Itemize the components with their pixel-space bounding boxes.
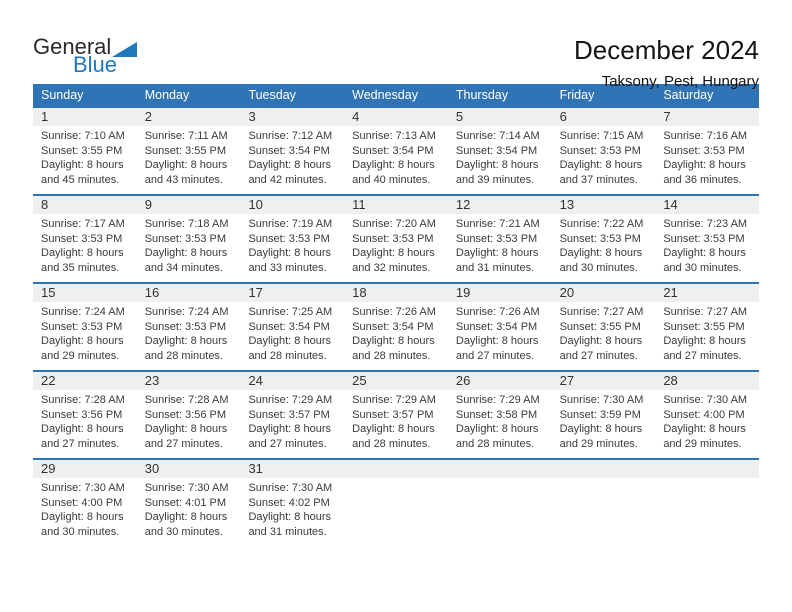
daylight-text: Daylight: 8 hours and 28 minutes.	[144, 335, 228, 362]
day-number: 27	[552, 372, 656, 390]
sunrise-text: Sunrise: 7:30 AM	[41, 482, 125, 494]
day-cell-empty	[344, 460, 448, 546]
weekday-header-monday: Monday	[144, 88, 190, 102]
day-number: 23	[137, 372, 241, 390]
general-blue-logo	[33, 36, 137, 76]
day-number: 21	[655, 284, 759, 302]
sunrise-text: Sunrise: 7:11 AM	[144, 130, 228, 142]
sunset-text: Sunset: 3:54 PM	[352, 144, 434, 157]
daylight-text: Daylight: 8 hours and 45 minutes.	[41, 159, 124, 186]
day-details	[655, 390, 759, 451]
day-details	[240, 478, 344, 539]
day-number: 3	[240, 108, 344, 126]
daylight-text: Daylight: 8 hours and 27 minutes.	[248, 423, 331, 450]
day-cell-15	[33, 284, 137, 370]
sunset-text: Sunset: 3:59 PM	[559, 408, 641, 421]
day-number: 26	[448, 372, 552, 390]
title-block	[574, 36, 759, 90]
day-cell-3	[240, 108, 344, 194]
day-number: 6	[552, 108, 656, 126]
sunset-text: Sunset: 3:55 PM	[559, 320, 641, 333]
day-details	[552, 214, 656, 275]
daylight-text: Daylight: 8 hours and 27 minutes.	[144, 423, 228, 450]
day-cell-13	[552, 196, 656, 282]
day-details	[137, 302, 241, 363]
day-cell-5	[448, 108, 552, 194]
day-details	[655, 126, 759, 187]
day-number: 2	[137, 108, 241, 126]
day-details	[552, 302, 656, 363]
day-cell-17	[240, 284, 344, 370]
sunrise-text: Sunrise: 7:30 AM	[559, 394, 644, 406]
sunrise-text: Sunrise: 7:27 AM	[663, 306, 748, 318]
sunset-text: Sunset: 3:53 PM	[41, 320, 123, 333]
sunset-text: Sunset: 3:56 PM	[144, 408, 227, 421]
day-details	[655, 302, 759, 363]
day-details	[655, 214, 759, 275]
day-cell-9	[137, 196, 241, 282]
sunset-text: Sunset: 3:53 PM	[455, 232, 538, 245]
day-number: 20	[552, 284, 656, 302]
sunset-text: Sunset: 3:54 PM	[248, 320, 330, 333]
sunset-text: Sunset: 4:01 PM	[144, 496, 227, 509]
day-details	[344, 126, 448, 187]
day-cell-10	[240, 196, 344, 282]
day-details	[240, 302, 344, 363]
day-number: 22	[33, 372, 137, 390]
day-number: 31	[240, 460, 344, 478]
sunset-text: Sunset: 3:53 PM	[352, 232, 434, 245]
daylight-text: Daylight: 8 hours and 42 minutes.	[248, 159, 331, 186]
day-cell-1	[33, 108, 137, 194]
daylight-text: Daylight: 8 hours and 36 minutes.	[663, 159, 746, 186]
week-row-5	[33, 458, 759, 546]
sunrise-text: Sunrise: 7:21 AM	[455, 218, 540, 230]
daylight-text: Daylight: 8 hours and 29 minutes.	[559, 423, 643, 450]
day-details	[448, 126, 552, 187]
sunset-text: Sunset: 4:00 PM	[41, 496, 123, 509]
day-details	[137, 390, 241, 451]
sunset-text: Sunset: 3:53 PM	[248, 232, 330, 245]
sunset-text: Sunset: 4:02 PM	[248, 496, 330, 509]
day-details	[240, 126, 344, 187]
day-cell-8	[33, 196, 137, 282]
week-row-2	[33, 194, 759, 282]
sunrise-text: Sunrise: 7:30 AM	[663, 394, 748, 406]
day-cell-21	[655, 284, 759, 370]
sunset-text: Sunset: 3:57 PM	[352, 408, 434, 421]
day-details	[33, 126, 137, 187]
day-number: 17	[240, 284, 344, 302]
daylight-text: Daylight: 8 hours and 31 minutes.	[248, 511, 331, 538]
sunset-text: Sunset: 3:55 PM	[144, 144, 227, 157]
day-number: 30	[137, 460, 241, 478]
day-details	[448, 390, 552, 451]
day-number: 16	[137, 284, 241, 302]
day-details	[344, 302, 448, 363]
sunrise-text: Sunrise: 7:27 AM	[559, 306, 644, 318]
day-cell-22	[33, 372, 137, 458]
daylight-text: Daylight: 8 hours and 27 minutes.	[663, 335, 746, 362]
day-number: 28	[655, 372, 759, 390]
sunrise-text: Sunrise: 7:20 AM	[352, 218, 436, 230]
sunrise-text: Sunrise: 7:29 AM	[455, 394, 540, 406]
sunset-text: Sunset: 3:54 PM	[352, 320, 434, 333]
sunset-text: Sunset: 3:55 PM	[663, 320, 745, 333]
day-number	[344, 460, 448, 478]
weekday-header-tuesday: Tuesday	[248, 88, 296, 102]
day-cell-19	[448, 284, 552, 370]
daylight-text: Daylight: 8 hours and 28 minutes.	[248, 335, 331, 362]
day-cell-empty	[552, 460, 656, 546]
day-number	[448, 460, 552, 478]
day-number: 25	[344, 372, 448, 390]
sunrise-text: Sunrise: 7:13 AM	[352, 130, 436, 142]
day-details	[448, 214, 552, 275]
sunset-text: Sunset: 3:53 PM	[41, 232, 123, 245]
day-number: 29	[33, 460, 137, 478]
day-cell-empty	[448, 460, 552, 546]
daylight-text: Daylight: 8 hours and 29 minutes.	[663, 423, 746, 450]
day-cell-11	[344, 196, 448, 282]
day-details	[137, 126, 241, 187]
daylight-text: Daylight: 8 hours and 31 minutes.	[455, 247, 539, 274]
sunrise-text: Sunrise: 7:26 AM	[455, 306, 540, 318]
sunset-text: Sunset: 3:57 PM	[248, 408, 330, 421]
sunrise-text: Sunrise: 7:30 AM	[248, 482, 333, 494]
sunset-text: Sunset: 3:54 PM	[455, 144, 538, 157]
sunrise-text: Sunrise: 7:28 AM	[41, 394, 125, 406]
sunset-text: Sunset: 3:53 PM	[663, 232, 745, 245]
day-details	[552, 126, 656, 187]
daylight-text: Daylight: 8 hours and 30 minutes.	[663, 247, 746, 274]
day-number: 1	[33, 108, 137, 126]
day-cell-7	[655, 108, 759, 194]
day-number: 13	[552, 196, 656, 214]
calendar-weeks	[33, 106, 759, 546]
day-details	[448, 302, 552, 363]
day-number: 8	[33, 196, 137, 214]
weekday-header-wednesday: Wednesday	[352, 88, 418, 102]
day-cell-6	[552, 108, 656, 194]
sunrise-text: Sunrise: 7:29 AM	[352, 394, 436, 406]
weekday-header-row	[33, 84, 759, 106]
day-cell-12	[448, 196, 552, 282]
daylight-text: Daylight: 8 hours and 28 minutes.	[352, 335, 435, 362]
daylight-text: Daylight: 8 hours and 27 minutes.	[455, 335, 539, 362]
day-cell-24	[240, 372, 344, 458]
logo-text-blue: Blue	[73, 52, 118, 77]
day-number	[655, 460, 759, 478]
logo-text-general: General	[33, 34, 112, 59]
sunrise-text: Sunrise: 7:14 AM	[455, 130, 540, 142]
day-cell-26	[448, 372, 552, 458]
daylight-text: Daylight: 8 hours and 40 minutes.	[352, 159, 435, 186]
day-number: 12	[448, 196, 552, 214]
sunrise-text: Sunrise: 7:18 AM	[144, 218, 229, 230]
daylight-text: Daylight: 8 hours and 27 minutes.	[41, 423, 124, 450]
daylight-text: Daylight: 8 hours and 30 minutes.	[559, 247, 643, 274]
day-details	[552, 390, 656, 451]
day-details	[240, 214, 344, 275]
daylight-text: Daylight: 8 hours and 29 minutes.	[41, 335, 124, 362]
day-cell-27	[552, 372, 656, 458]
day-cell-25	[344, 372, 448, 458]
sunrise-text: Sunrise: 7:16 AM	[663, 130, 748, 142]
day-cell-16	[137, 284, 241, 370]
day-details	[137, 214, 241, 275]
daylight-text: Daylight: 8 hours and 35 minutes.	[41, 247, 124, 274]
page-title: December 2024	[574, 35, 759, 65]
day-number: 19	[448, 284, 552, 302]
day-number: 9	[137, 196, 241, 214]
day-number: 10	[240, 196, 344, 214]
day-number: 15	[33, 284, 137, 302]
day-number: 4	[344, 108, 448, 126]
sunset-text: Sunset: 3:54 PM	[455, 320, 538, 333]
day-cell-23	[137, 372, 241, 458]
sunrise-text: Sunrise: 7:28 AM	[144, 394, 229, 406]
sunrise-text: Sunrise: 7:29 AM	[248, 394, 333, 406]
daylight-text: Daylight: 8 hours and 28 minutes.	[352, 423, 435, 450]
daylight-text: Daylight: 8 hours and 34 minutes.	[144, 247, 228, 274]
day-number: 7	[655, 108, 759, 126]
sunrise-text: Sunrise: 7:25 AM	[248, 306, 333, 318]
day-cell-20	[552, 284, 656, 370]
sunset-text: Sunset: 3:53 PM	[144, 320, 227, 333]
daylight-text: Daylight: 8 hours and 32 minutes.	[352, 247, 435, 274]
weekday-header-sunday: Sunday	[41, 88, 84, 102]
page-header	[33, 0, 759, 90]
day-cell-30	[137, 460, 241, 546]
day-cell-28	[655, 372, 759, 458]
sunrise-text: Sunrise: 7:24 AM	[41, 306, 125, 318]
daylight-text: Daylight: 8 hours and 28 minutes.	[455, 423, 539, 450]
day-cell-14	[655, 196, 759, 282]
day-number: 18	[344, 284, 448, 302]
sunrise-text: Sunrise: 7:19 AM	[248, 218, 333, 230]
calendar-table	[33, 84, 759, 546]
day-details	[240, 390, 344, 451]
day-cell-18	[344, 284, 448, 370]
day-details	[33, 302, 137, 363]
sunrise-text: Sunrise: 7:26 AM	[352, 306, 436, 318]
day-details	[137, 478, 241, 539]
sunset-text: Sunset: 3:53 PM	[663, 144, 745, 157]
sunrise-text: Sunrise: 7:30 AM	[144, 482, 229, 494]
day-details	[33, 214, 137, 275]
weekday-header-friday: Friday	[559, 88, 595, 102]
day-cell-4	[344, 108, 448, 194]
sunset-text: Sunset: 3:53 PM	[559, 232, 641, 245]
day-number	[552, 460, 656, 478]
sunrise-text: Sunrise: 7:17 AM	[41, 218, 125, 230]
sunset-text: Sunset: 3:53 PM	[559, 144, 641, 157]
day-cell-31	[240, 460, 344, 546]
sunset-text: Sunset: 3:58 PM	[455, 408, 538, 421]
day-number: 5	[448, 108, 552, 126]
sunset-text: Sunset: 3:56 PM	[41, 408, 123, 421]
day-details	[33, 478, 137, 539]
daylight-text: Daylight: 8 hours and 30 minutes.	[144, 511, 228, 538]
sunset-text: Sunset: 3:53 PM	[144, 232, 227, 245]
daylight-text: Daylight: 8 hours and 37 minutes.	[559, 159, 643, 186]
day-cell-2	[137, 108, 241, 194]
daylight-text: Daylight: 8 hours and 43 minutes.	[144, 159, 228, 186]
sunrise-text: Sunrise: 7:22 AM	[559, 218, 644, 230]
weekday-header-saturday: Saturday	[663, 88, 714, 102]
week-row-3	[33, 282, 759, 370]
location-subtitle: Taksony, Pest, Hungary	[601, 72, 759, 90]
week-row-1	[33, 106, 759, 194]
daylight-text: Daylight: 8 hours and 39 minutes.	[455, 159, 539, 186]
sunrise-text: Sunrise: 7:23 AM	[663, 218, 748, 230]
day-details	[344, 214, 448, 275]
sunset-text: Sunset: 3:54 PM	[248, 144, 330, 157]
sunrise-text: Sunrise: 7:12 AM	[248, 130, 333, 142]
weekday-header-thursday: Thursday	[455, 88, 508, 102]
day-cell-empty	[655, 460, 759, 546]
daylight-text: Daylight: 8 hours and 30 minutes.	[41, 511, 124, 538]
day-cell-29	[33, 460, 137, 546]
day-number: 11	[344, 196, 448, 214]
day-details	[33, 390, 137, 451]
day-details	[344, 390, 448, 451]
sunrise-text: Sunrise: 7:24 AM	[144, 306, 229, 318]
week-row-4	[33, 370, 759, 458]
sunrise-text: Sunrise: 7:15 AM	[559, 130, 644, 142]
sunset-text: Sunset: 3:55 PM	[41, 144, 123, 157]
sunset-text: Sunset: 4:00 PM	[663, 408, 745, 421]
daylight-text: Daylight: 8 hours and 27 minutes.	[559, 335, 643, 362]
daylight-text: Daylight: 8 hours and 33 minutes.	[248, 247, 331, 274]
day-number: 14	[655, 196, 759, 214]
sunrise-text: Sunrise: 7:10 AM	[41, 130, 125, 142]
day-number: 24	[240, 372, 344, 390]
